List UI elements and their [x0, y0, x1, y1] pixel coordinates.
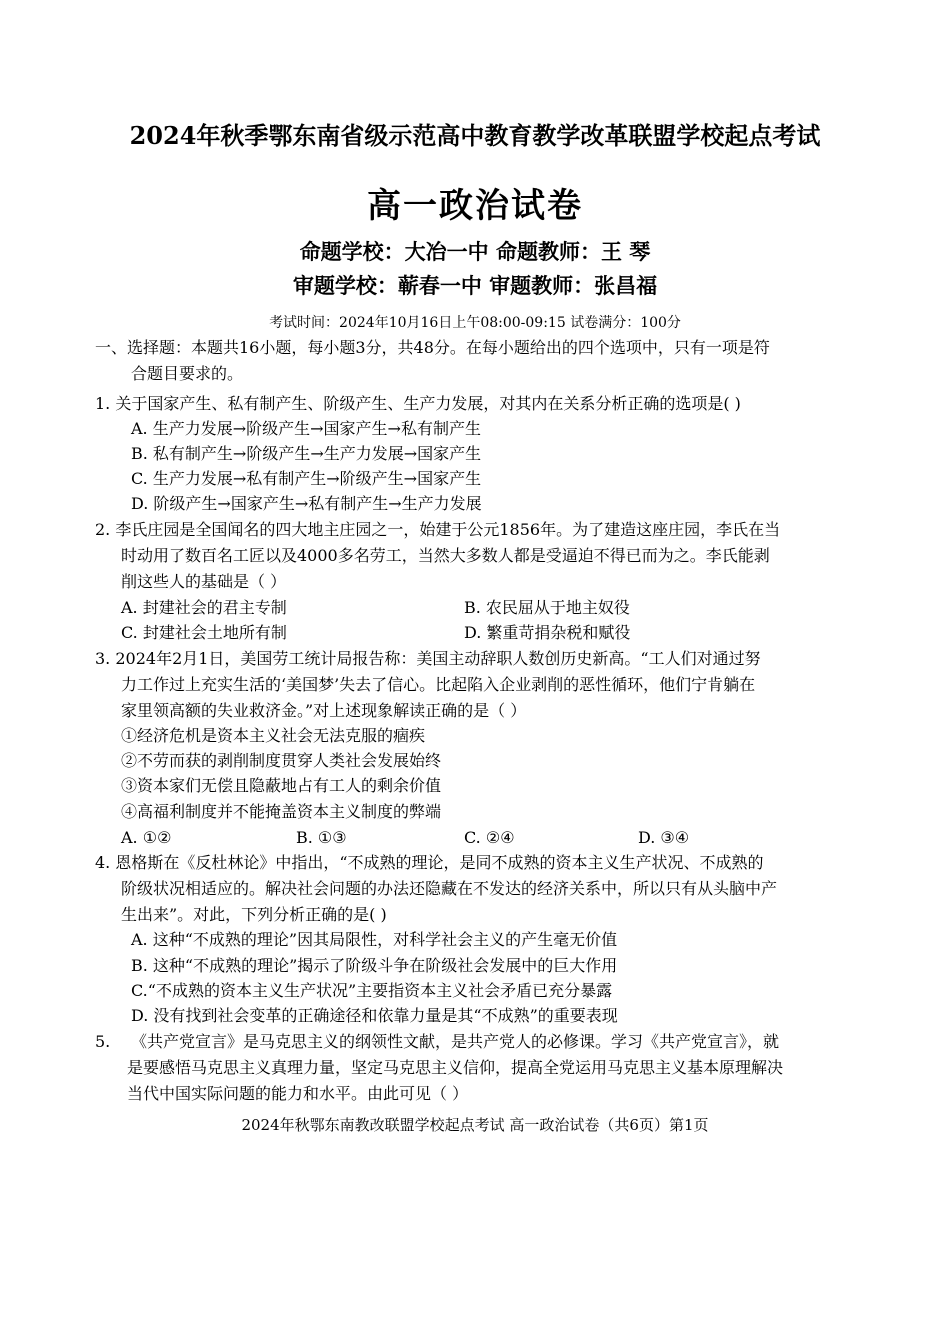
q4-stem: 4. 恩格斯在《反杜林论》中指出，“不成熟的理论，是同不成熟的资本主义生产状况、不成熟的 — [95, 853, 764, 872]
q3-statement-2: ②不劳而获的剥削制度贯穿人类社会发展始终 — [121, 751, 442, 770]
q2-option-b: B. 农民屈从于地主奴役 — [464, 598, 630, 617]
q3-option-d: D. ③④ — [638, 828, 690, 847]
q1-option-a: A. 生产力发展→阶级产生→国家产生→私有制产生 — [131, 419, 481, 438]
q5-stem: 《共产党宣言》是马克思主义的纲领性文献，是共产党人的必修课。学习《共产党宣言》，就 — [131, 1032, 780, 1051]
q5-number: 5. — [95, 1032, 111, 1051]
q4-stem-cont: 阶级状况相适应的。解决社会问题的办法还隐藏在不发达的经济关系中，所以只有从头脑中产 — [121, 879, 778, 898]
section-instruction-cont: 合题目要求的。 — [131, 364, 244, 383]
q1-option-d: D. 阶级产生→国家产生→私有制产生→生产力发展 — [131, 494, 482, 513]
q2-option-a: A. 封建社会的君主专制 — [121, 598, 287, 617]
q2-option-c: C. 封建社会土地所有制 — [121, 623, 287, 642]
q4-option-a: A. 这种“不成熟的理论”因其局限性，对科学社会主义的产生毫无价值 — [131, 930, 618, 949]
q1-option-c: C. 生产力发展→私有制产生→阶级产生→国家产生 — [131, 469, 482, 488]
q3-statement-4: ④高福利制度并不能掩盖资本主义制度的弊端 — [121, 802, 442, 821]
q5-stem-cont: 当代中国实际问题的能力和水平。由此可见（ ） — [127, 1084, 469, 1103]
q3-statement-3: ③资本家们无偿且隐蔽地占有工人的剩余价值 — [121, 776, 442, 795]
q3-stem-cont: 力工作过上充实生活的‘美国梦’失去了信心。比起陷入企业剥削的恶性循环，他们宁肯躺在 — [121, 675, 756, 694]
setter-line: 命题学校：大冶一中 命题教师：王 琴 — [299, 239, 651, 264]
page-footer: 2024年秋鄂东南教改联盟学校起点考试 高一政治试卷（共6页）第1页 — [241, 1116, 709, 1134]
q2-stem: 2. 李氏庄园是全国闻名的四大地主庄园之一，始建于公元1856年。为了建造这座庄园，李氏在当 — [95, 520, 781, 539]
q3-stem-cont: 家里领高额的失业救济金。”对上述现象解读正确的是（ ） — [121, 701, 527, 720]
q2-option-d: D. 繁重苛捐杂税和赋役 — [464, 623, 631, 642]
q4-option-c: C.“不成熟的资本主义生产状况”主要指资本主义社会矛盾已充分暴露 — [131, 981, 613, 1000]
q2-stem-cont: 削这些人的基础是（ ） — [121, 572, 287, 591]
exam-info: 考试时间：2024年10月16日上午08:00-09:15 试卷满分：100分 — [269, 315, 681, 331]
q4-option-d: D. 没有找到社会变革的正确途径和依靠力量是其“不成熟”的重要表现 — [131, 1006, 618, 1025]
q5-stem-cont: 是要感悟马克思主义真理力量，坚定马克思主义信仰，提高全党运用马克思主义基本原理解决 — [127, 1058, 784, 1077]
q3-stem: 3. 2024年2月1日，美国劳工统计局报告称：美国主动辞职人数创历史新高。“工人们对通过努 — [95, 649, 761, 668]
q3-option-c: C. ②④ — [464, 828, 515, 847]
subject-title: 高一政治试卷 — [367, 186, 583, 226]
exam-title: 2024年秋季鄂东南省级示范高中教育教学改革联盟学校起点考试 — [129, 121, 821, 150]
q2-stem-cont: 时动用了数百名工匠以及4000多名劳工，当然大多数人都是受逼迫不得已而为之。李氏能剥 — [121, 546, 770, 565]
section-instruction: 一、选择题：本题共16小题，每小题3分，共48分。在每小题给出的四个选项中，只有一项是符 — [95, 338, 770, 357]
q3-option-a: A. ①② — [121, 828, 172, 847]
q3-option-b: B. ①③ — [296, 828, 347, 847]
q1-stem: 1. 关于国家产生、私有制产生、阶级产生、生产力发展，对其内在关系分析正确的选项是( ) — [95, 394, 741, 413]
q4-option-b: B. 这种“不成熟的理论”揭示了阶级斗争在阶级社会发展中的巨大作用 — [131, 956, 618, 975]
reviewer-line: 审题学校：蕲春一中 审题教师：张昌福 — [292, 273, 658, 298]
q1-option-b: B. 私有制产生→阶级产生→生产力发展→国家产生 — [131, 444, 482, 463]
q3-statement-1: ①经济危机是资本主义社会无法克服的痼疾 — [121, 726, 426, 745]
q4-stem-cont: 生出来”。对此，下列分析正确的是( ) — [121, 905, 387, 924]
